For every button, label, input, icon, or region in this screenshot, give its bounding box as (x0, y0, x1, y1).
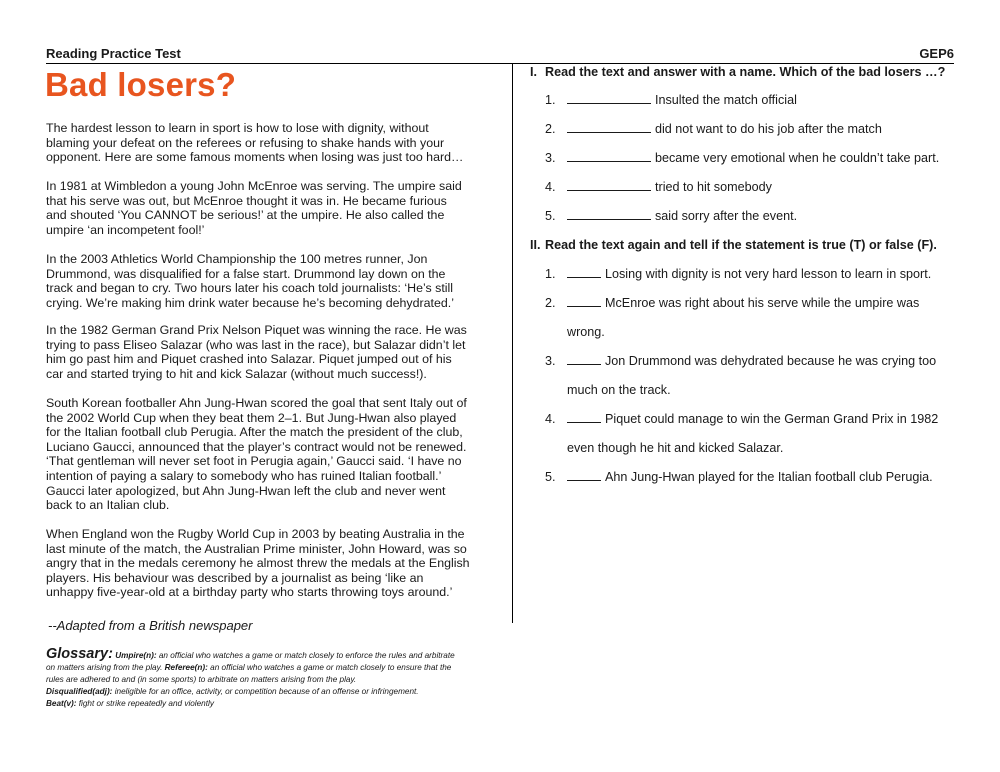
name-question (545, 180, 965, 194)
text-line: players. His behaviour was described by a journalist as being ‘like an (46, 570, 424, 585)
question-continuation: wrong. (567, 325, 605, 339)
article-paragraph-jung-hwan (46, 396, 486, 513)
question-text: Ahn Jung-Hwan played for the Italian football club Perugia. (605, 470, 933, 484)
glossary-definition: an official who watches a game or match closely to ensure that the rules are adhered to and (in some sports) to arbitrate on matters arising from the play. (46, 663, 452, 684)
glossary-term: Referee(n): (164, 663, 208, 672)
article-paragraph-piquet (46, 323, 486, 381)
article-title: Bad losers? (45, 66, 237, 103)
answer-blank[interactable] (567, 363, 601, 365)
section-number: I. (530, 65, 537, 79)
text-line: the 2002 World Cup when they beat them 2–1. But Jung-Hwan also played (46, 410, 457, 425)
question-continuation: much on the track. (567, 383, 671, 397)
question-text: Jon Drummond was dehydrated because he was crying too (605, 354, 937, 368)
question-text: said sorry after the event. (655, 209, 798, 223)
article-paragraph-intro (46, 121, 486, 165)
section-number: II. (530, 238, 541, 252)
text-line: that his serve was out, but McEnroe thought it was in. He became furious (46, 193, 447, 208)
column-divider (512, 63, 513, 623)
text-line: Drummond, was disqualified for a false start. Drummond lay down on the (46, 266, 446, 281)
question-text: became very emotional when he couldn’t take part. (655, 151, 940, 165)
article-paragraph-drummond (46, 252, 486, 310)
true-false-question (545, 354, 965, 368)
glossary-definition: fight or strike repeatedly and violently (76, 699, 214, 708)
question-number: 1. (545, 267, 556, 281)
question-number: 2. (545, 296, 556, 310)
answer-blank[interactable] (567, 189, 651, 191)
glossary-definition: an official who watches a game or match closely to enforce the rules and arbitrate on matters arising from the play. (46, 651, 455, 672)
question-text: tried to hit somebody (655, 180, 772, 194)
answer-blank[interactable] (567, 131, 651, 133)
question-number: 3. (545, 354, 556, 368)
answer-blank[interactable] (567, 421, 601, 423)
header-code: GEP6 (919, 46, 954, 61)
header-left-title: Reading Practice Test (46, 46, 181, 61)
text-line: opponent. Here are some famous moments when losing was just too hard… (46, 150, 464, 165)
question-number: 4. (545, 412, 556, 426)
question-number: 1. (545, 93, 556, 107)
answer-blank[interactable] (567, 479, 601, 481)
text-line: Luciano Gaucci, announced that the player’s contract would not be renewed. (46, 439, 467, 454)
text-line: him go past him and Piquet crashed into Salazar. Piquet jumped out of his (46, 352, 452, 367)
true-false-question (545, 267, 965, 281)
answer-blank[interactable] (567, 102, 651, 104)
glossary-term: Umpire(n): (115, 651, 157, 660)
text-line: crying. We’re making him drink water because he’s becoming dehydrated.’ (46, 295, 454, 310)
question-number: 4. (545, 180, 556, 194)
question-number: 2. (545, 122, 556, 136)
text-line: blaming your defeat on the referees or refusing to shake hands with your (46, 135, 445, 150)
glossary-definition: ineligible for an office, activity, or competition because of an offense or infringement. (112, 687, 419, 696)
text-line: When England won the Rugby World Cup in 2003 by beating Australia in the (46, 527, 465, 541)
question-text: Piquet could manage to win the German Grand Prix in 1982 (605, 412, 939, 426)
section-instruction: Read the text again and tell if the statement is true (T) or false (F). (545, 238, 937, 252)
question-number: 3. (545, 151, 556, 165)
text-line: back to an Italian club. (46, 498, 170, 513)
question-number: 5. (545, 470, 556, 484)
name-question (545, 151, 965, 165)
header-divider (46, 63, 954, 64)
question-continuation: even though he hit and kicked Salazar. (567, 441, 784, 455)
section-instruction: Read the text and answer with a name. Which of the bad losers …? (545, 65, 946, 79)
name-question (545, 93, 965, 107)
answer-blank[interactable] (567, 276, 601, 278)
text-line: ‘That gentleman will never set foot in Perugia again,’ Gaucci said. ‘I have no (46, 454, 462, 469)
text-line: last minute of the match, the Australian Prime minister, John Howard, was so (46, 541, 467, 556)
answer-blank[interactable] (567, 218, 651, 220)
text-line: In the 2003 Athletics World Championship the 100 metres runner, Jon (46, 252, 428, 266)
text-line: for the Italian football club Perugia. After the match the president of the club, (46, 425, 463, 440)
text-line: car and started trying to hit and kick Salazar (without much success!). (46, 366, 427, 381)
name-question (545, 122, 965, 136)
true-false-question (545, 470, 965, 484)
article-paragraph-mcenroe (46, 179, 486, 237)
article-paragraph-howard (46, 527, 486, 600)
section-heading-i (530, 65, 945, 79)
answer-blank[interactable] (567, 305, 601, 307)
text-line: intention of paying a salary to somebody who has ruined Italian football.’ (46, 468, 442, 483)
text-line: South Korean footballer Ahn Jung-Hwan scored the goal that sent Italy out of (46, 396, 467, 410)
source-credit: --Adapted from a British newspaper (48, 618, 253, 633)
text-line: In the 1982 German Grand Prix Nelson Piquet was winning the race. He was (46, 323, 467, 337)
question-number: 5. (545, 209, 556, 223)
glossary-term: Beat(v): (46, 699, 77, 708)
text-line: Gaucci later apologized, but Ahn Jung-Hwan left the club and never went (46, 483, 446, 498)
glossary-term: Disqualified(adj): (46, 687, 113, 696)
text-line: track and began to cry. Two hours later his coach told journalists: ‘He’s still (46, 281, 454, 296)
text-line: angry that in the medals ceremony he almost threw the medals at the English (46, 556, 470, 571)
text-line: trying to pass Eliseo Salazar (who was last in the race), but Salazar didn’t let (46, 337, 466, 352)
text-line: and shouted ‘You CANNOT be serious!’ at the umpire. He also called the (46, 208, 445, 223)
true-false-question (545, 412, 965, 426)
glossary-heading: Glossary: (46, 646, 113, 662)
question-text: did not want to do his job after the match (655, 122, 882, 136)
answer-blank[interactable] (567, 160, 651, 162)
question-text: Losing with dignity is not very hard lesson to learn in sport. (605, 267, 932, 281)
text-line: umpire ‘an incompetent fool!’ (46, 222, 205, 237)
glossary (46, 648, 466, 710)
question-text: McEnroe was right about his serve while the umpire was (605, 296, 920, 310)
text-line: unhappy five-year-old at a birthday party who starts throwing toys around.’ (46, 585, 453, 600)
text-line: In 1981 at Wimbledon a young John McEnroe was serving. The umpire said (46, 179, 462, 193)
text-line: The hardest lesson to learn in sport is how to lose with dignity, without (46, 121, 429, 135)
true-false-question (545, 296, 965, 310)
name-question (545, 209, 965, 223)
section-heading-ii (530, 238, 937, 252)
question-text: Insulted the match official (655, 93, 797, 107)
